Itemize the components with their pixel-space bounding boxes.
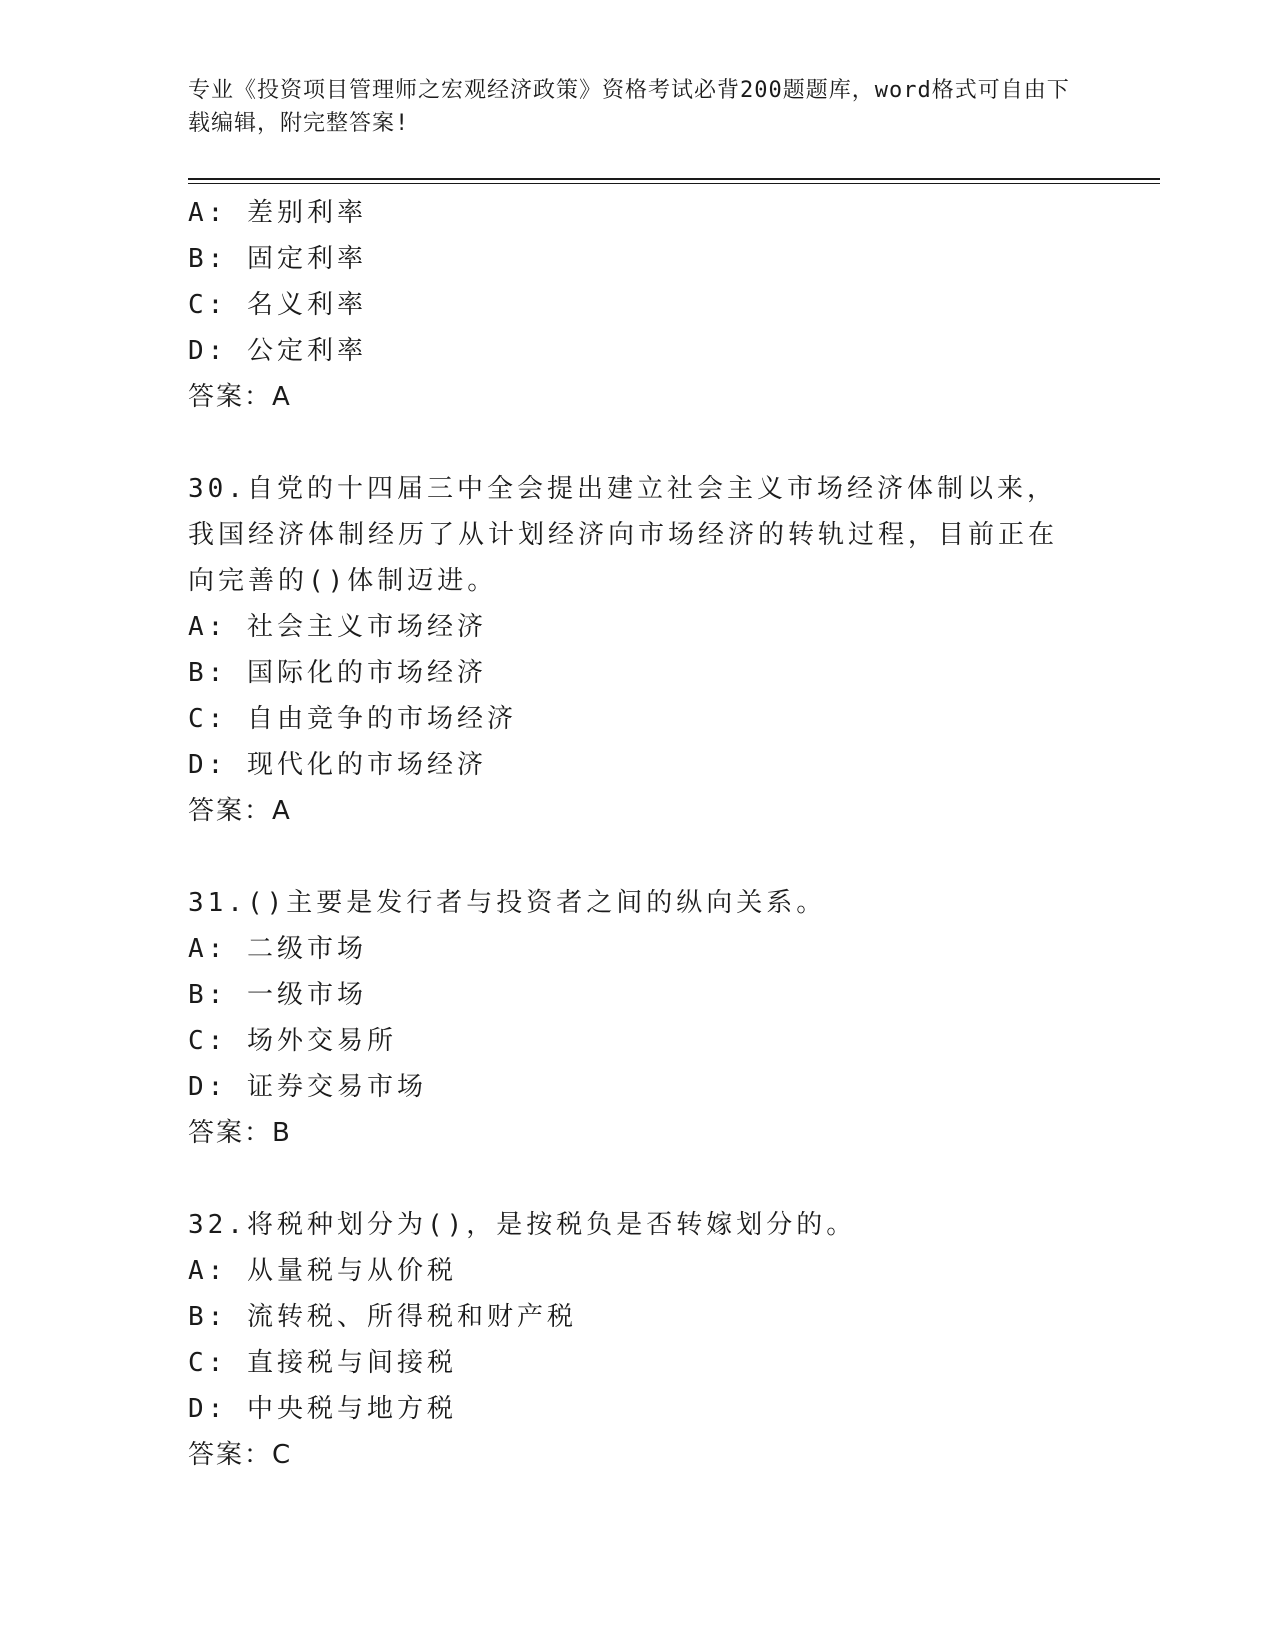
- question-text: 31.()主要是发行者与投资者之间的纵向关系。: [188, 888, 827, 918]
- header-divider-thick: [188, 178, 1160, 180]
- answer: 答案：B: [188, 1118, 292, 1148]
- header-divider-thin: [188, 183, 1160, 184]
- option-b: B: 固定利率: [188, 244, 367, 274]
- question-text: 32.将税种划分为()，是按税负是否转嫁划分的。: [188, 1210, 857, 1240]
- spacer: [188, 1156, 1088, 1202]
- option-a: A: 二级市场: [188, 934, 367, 964]
- spacer: [188, 420, 1088, 466]
- option-a: A: 从量税与从价税: [188, 1256, 457, 1286]
- spacer: [188, 834, 1088, 880]
- question-block-31: [188, 880, 1088, 1156]
- option-c: C: 场外交易所: [188, 1026, 397, 1056]
- option-c: C: 直接税与间接税: [188, 1348, 457, 1378]
- answer: 答案：A: [188, 382, 292, 412]
- option-a: A: 社会主义市场经济: [188, 612, 487, 642]
- document-header: 专业《投资项目管理师之宏观经济政策》资格考试必背200题题库，word格式可自由下载编辑，附完整答案!: [188, 78, 1070, 136]
- option-c: C: 自由竞争的市场经济: [188, 704, 517, 734]
- option-b: B: 国际化的市场经济: [188, 658, 487, 688]
- option-c: C: 名义利率: [188, 290, 367, 320]
- question-list: [188, 190, 1088, 1478]
- option-a: A: 差别利率: [188, 198, 367, 228]
- option-b: B: 流转税、所得税和财产税: [188, 1302, 577, 1332]
- option-d: D: 证券交易市场: [188, 1072, 427, 1102]
- question-block-32: [188, 1202, 1088, 1478]
- answer: 答案：A: [188, 796, 292, 826]
- question-block-30: [188, 466, 1088, 834]
- question-block-29: [188, 190, 1088, 420]
- option-d: D: 现代化的市场经济: [188, 750, 487, 780]
- option-d: D: 公定利率: [188, 336, 367, 366]
- option-b: B: 一级市场: [188, 980, 367, 1010]
- question-text: 30.自党的十四届三中全会提出建立社会主义市场经济体制以来，我国经济体制经历了从计划经济向市场经济的转轨过程，目前正在向完善的()体制迈进。: [188, 474, 1059, 596]
- answer: 答案：C: [188, 1440, 293, 1470]
- option-d: D: 中央税与地方税: [188, 1394, 457, 1424]
